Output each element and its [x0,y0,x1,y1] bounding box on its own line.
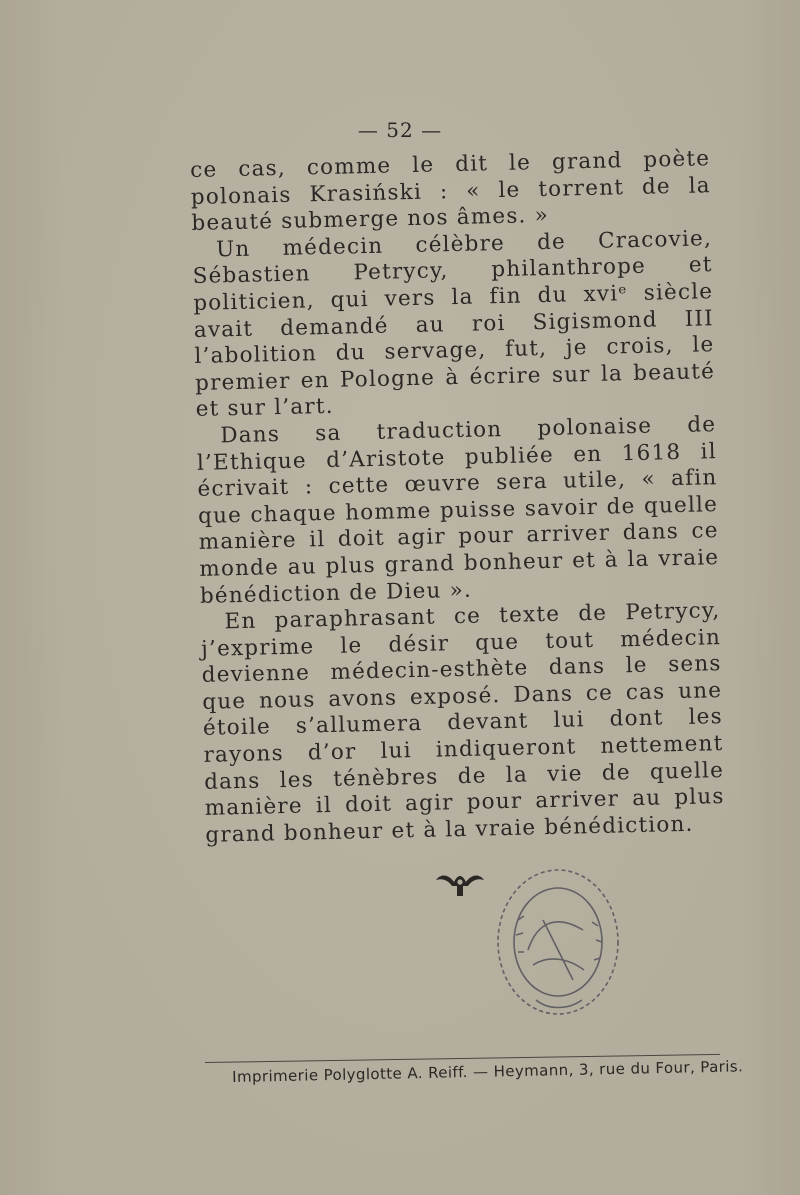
page-number: — 52 — [357,118,443,142]
fleuron-ornament-icon [432,870,488,898]
paragraph-1: ce cas, comme le dit le grand poète polonais Krasiński : « le torrent de la beauté submerge nos âmes. » [190,146,712,237]
library-stamp-icon [488,860,628,1020]
paragraph-4: En paraphrasant ce texte de Petrycy, j’exprime le désir que tout médecin devienne médecin-esthète dans le sens que nous avons exposé. Dans ce cas une étoile s’allumera devant lui dont les rayons d’or lui indiqueront nettement dans les ténèbres de la vie de quelle manière il doit agir pour arriver au plus grand bonheur et à la vraie bénédiction. [200,598,725,848]
printer-imprint: Imprimerie Polyglotte A. Reiff. — Heymann, 3, rue du Four, Paris. [232,1057,744,1086]
body-text [190,146,726,849]
paragraph-2: Un médecin célèbre de Cracovie, Sébastien Petrycy, philanthrope et politicien, qui vers la fin du xviᵉ siècle avait demandé au roi Sigismond III l’abolition du servage, fut, je crois, le premier en Pologne à écrire sur la beauté et sur l’art. [192,225,716,423]
paragraph-3: Dans sa traduction polonaise de l’Ethique d’Aristote publiée en 1618 il écrivait : cette œuvre sera utile, « afin que chaque homme puisse savoir de quelle manière il doit agir pour arriver dans ce monde au plus grand bonheur et à la vraie bénédiction de Dieu ». [196,412,720,609]
